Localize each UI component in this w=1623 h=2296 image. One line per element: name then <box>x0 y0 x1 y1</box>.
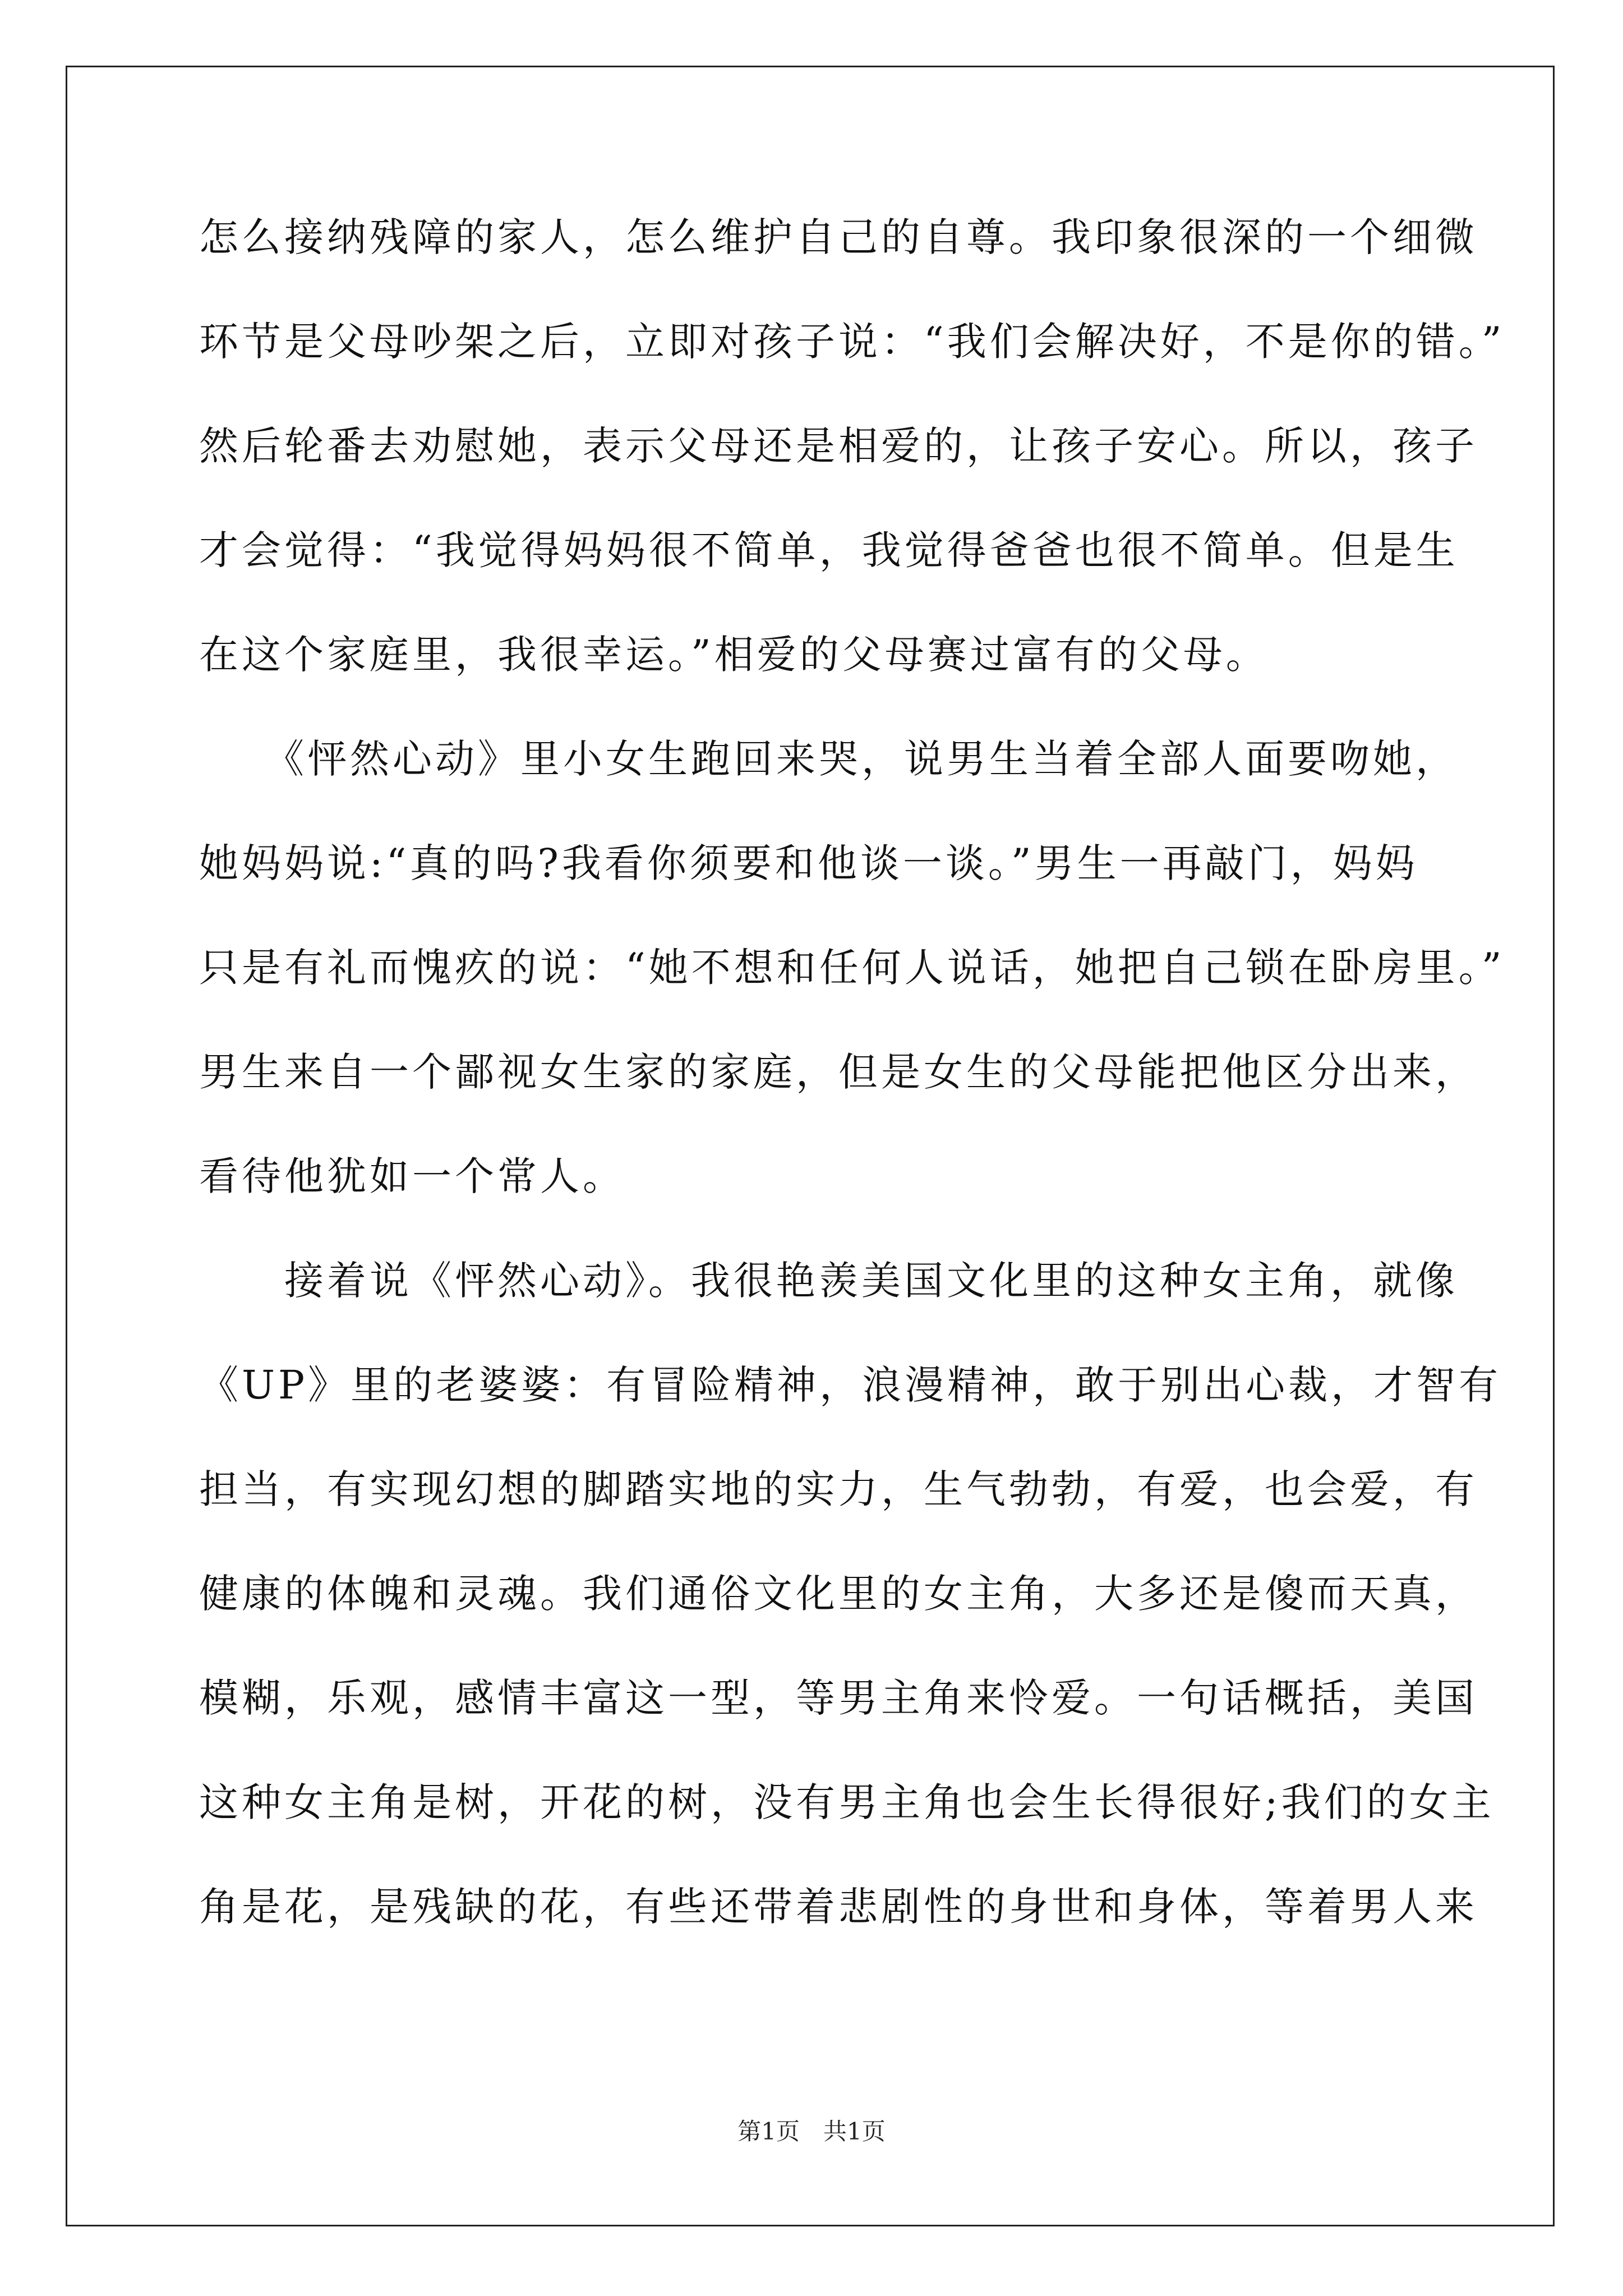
text-line: 然后轮番去劝慰她，表示父母还是相爱的，让孩子安心。所以，孩子 <box>199 423 1478 469</box>
text-line: 《怦然心动》里小女生跑回来哭，说男生当着全部人面要吻她， <box>199 736 1458 782</box>
text-line: 健康的体魄和灵魂。我们通俗文化里的女主角，大多还是傻而天真， <box>199 1571 1478 1617</box>
text-line: 在这个家庭里，我很幸运。”相爱的父母赛过富有的父母。 <box>199 632 1269 678</box>
text-line: 男生来自一个鄙视女生家的家庭，但是女生的父母能把他区分出来， <box>199 1049 1478 1095</box>
text-line: 看待他犹如一个常人。 <box>199 1153 625 1199</box>
text-line: 怎么接纳残障的家人，怎么维护自己的自尊。我印象很深的一个细微 <box>199 214 1478 260</box>
text-line: 接着说《怦然心动》。我很艳羡美国文化里的这种女主角，就像 <box>199 1258 1458 1304</box>
text-line: 《UP》里的老婆婆：有冒险精神，浪漫精神，敢于别出心裁，才智有 <box>199 1362 1502 1408</box>
text-line: 角是花，是残缺的花，有些还带着悲剧性的身世和身体，等着男人来 <box>199 1884 1478 1930</box>
text-line: 环节是父母吵架之后，立即对孩子说：“我们会解决好，不是你的错。” <box>199 319 1505 365</box>
text-line: 只是有礼而愧疚的说：“她不想和任何人说话，她把自己锁在卧房里。” <box>199 945 1505 991</box>
text-line: 模糊，乐观，感情丰富这一型，等男主角来怜爱。一句话概括，美国 <box>199 1675 1478 1721</box>
document-body <box>199 212 1505 1986</box>
text-line: 才会觉得：“我觉得妈妈很不简单，我觉得爸爸也很不简单。但是生 <box>199 527 1459 573</box>
page-number-footer: 第1页 共1页 <box>737 2118 886 2145</box>
text-line: 担当，有实现幻想的脚踏实地的实力，生气勃勃，有爱，也会爱，有 <box>199 1466 1478 1512</box>
text-line: 这种女主角是树，开花的树，没有男主角也会生长得很好;我们的女主 <box>199 1779 1495 1825</box>
text-line: 她妈妈说:“真的吗?我看你须要和他谈一谈。”男生一再敲门，妈妈 <box>199 840 1418 886</box>
